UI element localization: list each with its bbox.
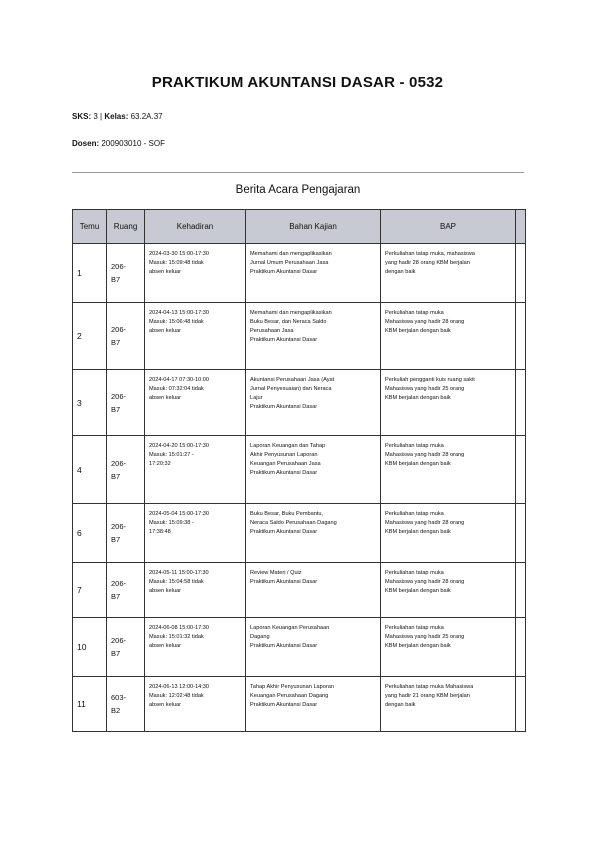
cell-bahan-kajian-line: Lajur bbox=[250, 395, 263, 401]
cell-bahan-kajian-line: Praktikum Akuntansi Dasar bbox=[250, 579, 318, 585]
cell-ruang bbox=[107, 563, 145, 618]
cell-ruang-line: B7 bbox=[111, 338, 121, 347]
cell-ruang-line: B7 bbox=[111, 471, 121, 481]
cell-bap-line: Perkuliahan tatap muka, mahasiswa bbox=[385, 251, 475, 257]
cell-bap-line: KBM berjalan dengan baik bbox=[385, 395, 451, 401]
cell-kehadiran-line: Masuk: 15:09:38 - bbox=[149, 520, 194, 526]
kelas-label: Kelas: bbox=[104, 112, 129, 121]
cell-kehadiran bbox=[145, 436, 246, 504]
cell-bap-line: yang hadir 21 orang KBM berjalan bbox=[385, 693, 470, 699]
column-header-ruang: Ruang bbox=[107, 210, 145, 244]
cell-temu: 3 bbox=[73, 370, 107, 436]
cell-bahan-kajian-line: Jurnal Penyesuaian) dan Neraca bbox=[250, 386, 332, 392]
cell-bap-line: KBM berjalan dengan baik bbox=[385, 529, 451, 535]
cell-temu: 11 bbox=[73, 677, 107, 732]
sks-label: SKS: bbox=[72, 112, 92, 121]
cell-kehadiran bbox=[145, 370, 246, 436]
table-row bbox=[73, 618, 526, 677]
cell-bahan-kajian bbox=[246, 370, 381, 436]
cell-kehadiran bbox=[145, 504, 246, 563]
cell-bahan-kajian bbox=[246, 436, 381, 504]
cell-kehadiran-line: 2024-05-04 15:00-17:30 bbox=[149, 511, 210, 517]
cell-kehadiran-line: absen keluar bbox=[149, 588, 182, 594]
cell-bahan-kajian bbox=[246, 244, 381, 303]
cell-bahan-kajian-line: Akuntansi Perusahaan Jasa (Ayat bbox=[250, 377, 335, 383]
cell-bahan-kajian bbox=[246, 303, 381, 370]
cell-bahan-kajian-line: Praktikum Akuntansi Dasar bbox=[250, 702, 318, 708]
cell-bap-line: Mahasiswa yang hadir 25 orang bbox=[385, 386, 465, 392]
cell-spacer bbox=[516, 504, 526, 563]
cell-kehadiran bbox=[145, 618, 246, 677]
column-header-spacer bbox=[516, 210, 526, 244]
cell-bahan-kajian-line: Keuangan Perusahaan Dagang bbox=[250, 693, 329, 699]
cell-ruang-line: 206- bbox=[111, 636, 127, 645]
section-title: Berita Acara Pengajaran bbox=[235, 184, 361, 196]
cell-ruang bbox=[107, 677, 145, 732]
cell-ruang bbox=[107, 370, 145, 436]
cell-spacer bbox=[516, 244, 526, 303]
cell-bap-line: yang hadir 28 orang KBM berjalan bbox=[385, 260, 470, 266]
cell-bap-line: Perkuliah pengganti kuis ruang sakit bbox=[385, 377, 475, 383]
cell-temu: 7 bbox=[73, 563, 107, 618]
cell-bap-line: dengan baik bbox=[385, 269, 416, 275]
table-header-row bbox=[73, 210, 526, 244]
cell-ruang-line: 206- bbox=[111, 579, 127, 588]
cell-bap bbox=[381, 370, 516, 436]
cell-kehadiran-line: Masuk: 15:06:48 tidak bbox=[149, 319, 204, 325]
cell-bahan-kajian-line: Praktikum Akuntansi Dasar bbox=[250, 404, 318, 410]
column-header-temu: Temu bbox=[73, 210, 107, 244]
cell-temu: 6 bbox=[73, 504, 107, 563]
dosen-value: 200903010 - SOF bbox=[101, 139, 165, 148]
cell-bap-line: Mahasiswa yang hadir 28 orang bbox=[385, 579, 465, 585]
cell-bap-line: KBM berjalan dengan baik bbox=[385, 328, 451, 334]
cell-bap bbox=[381, 504, 516, 563]
table-row bbox=[73, 244, 526, 303]
cell-bahan-kajian bbox=[246, 618, 381, 677]
cell-bahan-kajian-line: Praktikum Akuntansi Dasar bbox=[250, 529, 318, 535]
column-header-bahan-kajian: Bahan Kajian bbox=[246, 210, 381, 244]
cell-kehadiran-line: 2024-04-13 15:00-17:30 bbox=[149, 310, 210, 316]
cell-bahan-kajian-line: Tahap Akhir Penyusunan Laporan bbox=[250, 684, 334, 690]
cell-kehadiran-line: 17:38:48 bbox=[149, 529, 171, 535]
cell-ruang bbox=[107, 244, 145, 303]
cell-bap-line: Mahasiswa yang hadir 28 orang bbox=[385, 452, 465, 458]
cell-kehadiran-line: absen keluar bbox=[149, 395, 182, 401]
sks-value: 3 | bbox=[93, 112, 105, 121]
cell-bahan-kajian-line: Review Materi / Quiz bbox=[250, 570, 302, 576]
cell-bahan-kajian-line: Praktikum Akuntansi Dasar bbox=[250, 470, 318, 476]
cell-bahan-kajian-line: Praktikum Akuntansi Dasar bbox=[250, 643, 318, 649]
cell-bahan-kajian-line: Akhir Penyusunan Laporan bbox=[250, 452, 318, 458]
cell-bap-line: dengan baik bbox=[385, 702, 416, 708]
cell-ruang bbox=[107, 436, 145, 504]
cell-bahan-kajian-line: Praktikum Akuntansi Dasar bbox=[250, 337, 318, 343]
cell-ruang-line: 206- bbox=[111, 262, 127, 271]
cell-temu: 2 bbox=[73, 303, 107, 370]
cell-kehadiran-line: Masuk: 07:32:04 tidak bbox=[149, 386, 204, 392]
cell-kehadiran-line: 2024-06-13 12:00-14:30 bbox=[149, 684, 210, 690]
cell-ruang-line: B2 bbox=[111, 706, 121, 715]
cell-kehadiran-line: absen keluar bbox=[149, 328, 182, 334]
column-header-kehadiran: Kehadiran bbox=[145, 210, 246, 244]
cell-bahan-kajian-line: Dagang bbox=[250, 634, 270, 640]
cell-bap-line: Perkuliahan tatap muka bbox=[385, 570, 444, 576]
table-row bbox=[73, 504, 526, 563]
column-header-bap: BAP bbox=[381, 210, 516, 244]
cell-bahan-kajian-line: Buku Besar, Buku Pembantu, bbox=[250, 511, 324, 517]
cell-bahan-kajian-line: Laporan Keuangan Perusahaan bbox=[250, 625, 330, 631]
cell-kehadiran-line: Masuk: 15:04:58 tidak bbox=[149, 579, 204, 585]
table-row bbox=[73, 303, 526, 370]
table-row bbox=[73, 370, 526, 436]
cell-ruang-line: B7 bbox=[111, 649, 121, 658]
cell-bap-line: Mahasiswa yang hadir 25 orang bbox=[385, 634, 465, 640]
cell-kehadiran-line: absen keluar bbox=[149, 269, 182, 275]
cell-bap-line: Mahasiswa yang hadir 28 orang bbox=[385, 319, 465, 325]
cell-ruang-line: 206- bbox=[111, 522, 127, 531]
cell-bap-line: KBM berjalan dengan baik bbox=[385, 461, 451, 467]
cell-spacer bbox=[516, 436, 526, 504]
cell-ruang-line: 603- bbox=[111, 693, 127, 702]
cell-bahan-kajian-line: Keuangan Perusahaan Jasa bbox=[250, 461, 321, 467]
cell-bap-line: KBM berjalan dengan baik bbox=[385, 643, 451, 649]
cell-kehadiran bbox=[145, 244, 246, 303]
cell-bap bbox=[381, 563, 516, 618]
cell-bap bbox=[381, 677, 516, 732]
cell-kehadiran-line: absen keluar bbox=[149, 643, 182, 649]
cell-temu: 4 bbox=[73, 436, 107, 504]
cell-bahan-kajian-line: Memahami dan mengaplikasikan bbox=[250, 310, 332, 316]
cell-bap-line: Mahasiswa yang hadir 28 orang bbox=[385, 520, 465, 526]
cell-bap-line: Perkuliahan tatap muka Mahasiswa bbox=[385, 684, 474, 690]
cell-temu: 10 bbox=[73, 618, 107, 677]
cell-bap-line: KBM berjalan dengan baik bbox=[385, 588, 451, 594]
kelas-value: 63.2A.37 bbox=[130, 112, 163, 121]
cell-ruang-line: B7 bbox=[111, 404, 121, 414]
cell-ruang bbox=[107, 618, 145, 677]
cell-kehadiran-line: 2024-06-08 15:00-17:30 bbox=[149, 625, 210, 631]
cell-ruang-line: 206- bbox=[111, 458, 127, 468]
cell-bahan-kajian-line: Praktikum Akuntansi Dasar bbox=[250, 269, 318, 275]
cell-kehadiran-line: 2024-03-30 15:00-17:30 bbox=[149, 251, 210, 257]
cell-kehadiran-line: Masuk: 15:01:27 - bbox=[149, 452, 194, 458]
lecturer-info bbox=[72, 139, 165, 148]
cell-kehadiran bbox=[145, 563, 246, 618]
cell-bahan-kajian-line: Neraca Saldo Perusahaan Dagang bbox=[250, 520, 337, 526]
cell-temu: 1 bbox=[73, 244, 107, 303]
cell-bap bbox=[381, 436, 516, 504]
cell-kehadiran bbox=[145, 677, 246, 732]
cell-bahan-kajian bbox=[246, 504, 381, 563]
cell-bap-line: Perkuliahan tatap muka bbox=[385, 511, 444, 517]
cell-kehadiran-line: Masuk: 15:01:32 tidak bbox=[149, 634, 204, 640]
cell-bap-line: Perkuliahan tatap muka bbox=[385, 443, 444, 449]
cell-spacer bbox=[516, 370, 526, 436]
course-info bbox=[72, 112, 163, 121]
teaching-record-table bbox=[72, 209, 526, 732]
cell-ruang-line: 206- bbox=[111, 325, 127, 334]
cell-kehadiran-line: Masuk: 15:09:48 tidak bbox=[149, 260, 204, 266]
cell-ruang-line: B7 bbox=[111, 592, 121, 601]
cell-bap-line: Perkuliahan tatap muka bbox=[385, 625, 444, 631]
cell-ruang bbox=[107, 303, 145, 370]
cell-ruang-line: 206- bbox=[111, 391, 127, 401]
cell-kehadiran-line: 2024-05-11 15:00-17:30 bbox=[149, 570, 209, 576]
cell-bahan-kajian-line: Jurnal Umum Perusahaan Jasa bbox=[250, 260, 329, 266]
divider bbox=[72, 172, 524, 173]
cell-ruang-line: B7 bbox=[111, 275, 121, 284]
cell-ruang bbox=[107, 504, 145, 563]
cell-bahan-kajian-line: Laporan Keuangan dan Tahap bbox=[250, 443, 326, 449]
cell-bap bbox=[381, 303, 516, 370]
table-row bbox=[73, 436, 526, 504]
cell-spacer bbox=[516, 618, 526, 677]
cell-spacer bbox=[516, 677, 526, 732]
cell-bahan-kajian bbox=[246, 563, 381, 618]
cell-bahan-kajian bbox=[246, 677, 381, 732]
cell-bahan-kajian-line: Buku Besar, dan Neraca Saldo bbox=[250, 319, 327, 325]
cell-kehadiran-line: 2024-04-20 15:00-17:30 bbox=[149, 443, 210, 449]
cell-ruang-line: B7 bbox=[111, 535, 121, 544]
table-row bbox=[73, 563, 526, 618]
cell-kehadiran-line: Masuk: 12:02:48 tidak bbox=[149, 693, 204, 699]
cell-bap bbox=[381, 618, 516, 677]
table-row bbox=[73, 677, 526, 732]
cell-kehadiran-line: 2024-04-17 07:30-10:00 bbox=[149, 377, 210, 383]
cell-spacer bbox=[516, 303, 526, 370]
cell-kehadiran bbox=[145, 303, 246, 370]
cell-bahan-kajian-line: Memahami dan mengaplikasikan bbox=[250, 251, 332, 257]
cell-spacer bbox=[516, 563, 526, 618]
cell-kehadiran-line: absen keluar bbox=[149, 702, 182, 708]
cell-bahan-kajian-line: Perusahaan Jasa bbox=[250, 328, 294, 334]
cell-bap-line: Perkuliahan tatap muka bbox=[385, 310, 444, 316]
dosen-label: Dosen: bbox=[72, 139, 100, 148]
page-title: PRAKTIKUM AKUNTANSI DASAR - 0532 bbox=[151, 74, 444, 91]
cell-bap bbox=[381, 244, 516, 303]
cell-kehadiran-line: 17:20:32 bbox=[149, 461, 171, 467]
